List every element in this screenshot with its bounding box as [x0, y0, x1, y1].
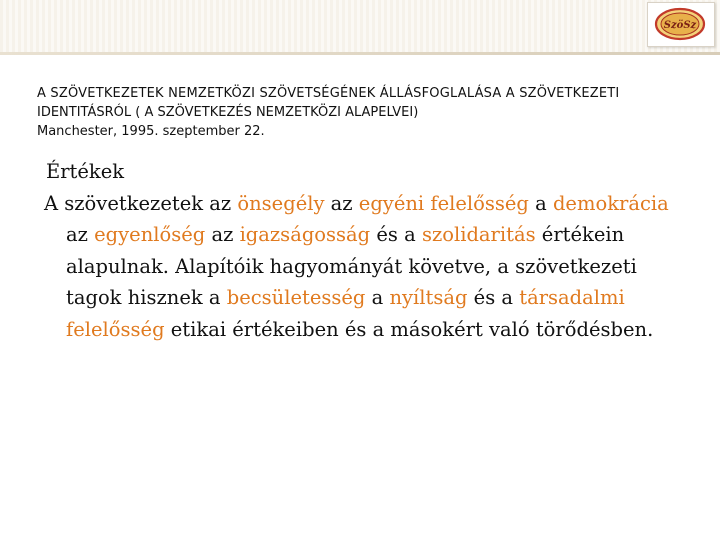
values-paragraph: [44, 188, 694, 346]
top-band-divider: [0, 52, 720, 55]
header-title-line-2: IDENTITÁSRÓL ( A SZÖVETKEZÉS NEMZETKÖZI ALAPELVEI): [37, 105, 419, 120]
paragraph-text: az: [205, 223, 240, 246]
highlighted-value-term: becsületesség: [226, 286, 366, 309]
highlighted-value-term: önsegély: [237, 191, 325, 215]
paragraph-text: és a: [467, 286, 520, 309]
paragraph-text: az: [66, 223, 95, 246]
highlighted-value-term: társadalmi felelősség: [66, 286, 625, 341]
paragraph-text: etikai értékeiben és a másokért való törődésben.: [164, 317, 654, 341]
main-content: [44, 156, 694, 345]
highlighted-value-term: egyéni felelősség: [358, 191, 529, 215]
highlighted-value-term: szolidaritás: [421, 223, 536, 246]
header-date-line: Manchester, 1995. szeptember 22.: [37, 124, 265, 139]
paragraph-text: az: [324, 191, 359, 215]
paragraph-text: a: [365, 286, 390, 309]
highlighted-value-term: demokrácia: [552, 191, 669, 215]
highlighted-value-term: nyíltság: [389, 286, 468, 309]
cooperative-logo-icon: [654, 7, 706, 41]
highlighted-value-term: igazságosság: [239, 223, 371, 246]
section-title: Értékek: [46, 160, 125, 183]
paragraph-text: a: [528, 191, 553, 215]
logo-text: SzöSz: [663, 20, 697, 31]
logo-card: [647, 2, 715, 47]
paragraph-text: és a: [370, 223, 422, 246]
highlighted-value-term: egyenlőség: [94, 223, 206, 246]
header-title-line-1: A SZÖVETKEZETEK NEMZETKÖZI SZÖVETSÉGÉNEK ÁLLÁSFOGLALÁSA A SZÖVETKEZETI: [37, 86, 620, 101]
top-decorative-band: [0, 0, 720, 52]
paragraph-text: értékein alapulnak. Alapítóik hagyományát követve, a szövetkezeti tagok hisznek a: [66, 223, 637, 309]
document-header: [37, 84, 707, 141]
paragraph-text: A szövetkezetek az: [44, 191, 238, 215]
